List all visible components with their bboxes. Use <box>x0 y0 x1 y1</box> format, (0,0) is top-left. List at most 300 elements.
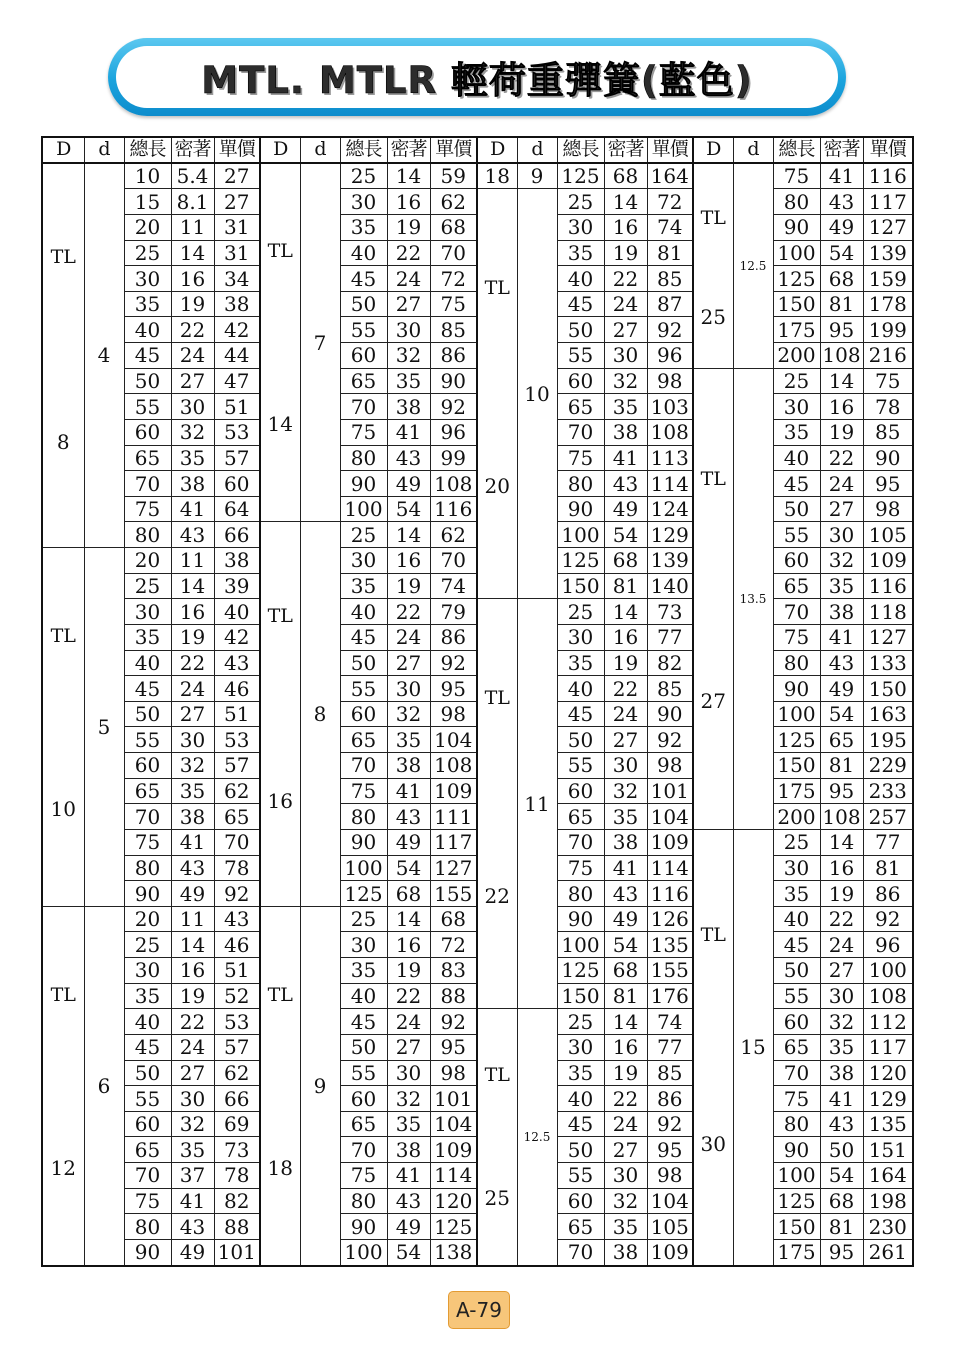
value-cell: 151 <box>863 1137 913 1163</box>
value-cell: 100 <box>340 855 387 881</box>
value-cell: 111 <box>430 804 477 830</box>
outer-diameter-cell <box>42 163 84 548</box>
value-cell: 32 <box>604 368 647 394</box>
value-cell: 80 <box>124 855 171 881</box>
value-cell: 68 <box>604 958 647 984</box>
value-cell: 27 <box>387 291 430 317</box>
value-cell: 80 <box>557 471 604 497</box>
value-cell: 50 <box>557 1137 604 1163</box>
value-cell: 40 <box>557 1086 604 1112</box>
value-cell: 66 <box>214 522 260 548</box>
value-cell: 30 <box>604 753 647 779</box>
value-cell: 90 <box>340 1214 387 1240</box>
value-cell: 117 <box>863 189 913 215</box>
value-cell: 49 <box>387 1214 430 1240</box>
value-cell: 54 <box>387 855 430 881</box>
value-cell: 81 <box>820 291 863 317</box>
value-cell: 45 <box>340 624 387 650</box>
value-cell: 109 <box>430 778 477 804</box>
value-cell: 90 <box>430 368 477 394</box>
value-cell: 14 <box>604 189 647 215</box>
value-cell: 70 <box>773 599 820 625</box>
value-cell: 59 <box>430 163 477 189</box>
outer-diameter-cell <box>477 189 517 599</box>
value-cell: 16 <box>387 548 430 574</box>
outer-diameter-cell <box>693 163 733 369</box>
wire-diameter-cell: 15 <box>733 829 773 1266</box>
value-cell: 53 <box>214 419 260 445</box>
value-cell: 99 <box>430 445 477 471</box>
column-header: 總長 <box>773 137 820 163</box>
outer-diameter-value: 22 <box>484 883 510 908</box>
value-cell: 43 <box>171 1214 214 1240</box>
value-cell: 70 <box>430 548 477 574</box>
value-cell: 16 <box>604 624 647 650</box>
value-cell: 125 <box>773 727 820 753</box>
value-cell: 30 <box>820 983 863 1009</box>
value-cell: 92 <box>647 727 693 753</box>
value-cell: 150 <box>863 676 913 702</box>
value-cell: 25 <box>340 522 387 548</box>
value-cell: 25 <box>773 829 820 855</box>
value-cell: 85 <box>647 676 693 702</box>
value-cell: 19 <box>171 291 214 317</box>
value-cell: 35 <box>604 394 647 420</box>
value-cell: 60 <box>340 1086 387 1112</box>
wire-diameter-cell: 9 <box>300 906 340 1266</box>
value-cell: 37 <box>171 1163 214 1189</box>
value-cell: 120 <box>430 1188 477 1214</box>
value-cell: 22 <box>387 599 430 625</box>
column-header: D <box>477 137 517 163</box>
value-cell: 72 <box>430 932 477 958</box>
tl-label: TL <box>50 624 76 647</box>
value-cell: 24 <box>604 701 647 727</box>
value-cell: 27 <box>171 1060 214 1086</box>
value-cell: 163 <box>863 701 913 727</box>
page-number-badge: A-79 <box>448 1291 510 1329</box>
value-cell: 30 <box>340 932 387 958</box>
value-cell: 40 <box>773 445 820 471</box>
value-cell: 92 <box>214 881 260 907</box>
value-cell: 55 <box>124 1086 171 1112</box>
value-cell: 60 <box>557 778 604 804</box>
value-cell: 65 <box>773 573 820 599</box>
column-header: d <box>733 137 773 163</box>
value-cell: 30 <box>387 1060 430 1086</box>
value-cell: 55 <box>557 1163 604 1189</box>
tl-label: TL <box>267 604 293 627</box>
page-title: MTL. MTLR 輕荷重彈簧(藍色) <box>201 59 753 102</box>
value-cell: 101 <box>430 1086 477 1112</box>
value-cell: 60 <box>124 1111 171 1137</box>
value-cell: 30 <box>124 266 171 292</box>
value-cell: 38 <box>604 419 647 445</box>
value-cell: 60 <box>340 343 387 369</box>
outer-diameter-value: 25 <box>700 304 726 329</box>
value-cell: 62 <box>430 522 477 548</box>
value-cell: 85 <box>863 419 913 445</box>
value-cell: 175 <box>773 778 820 804</box>
value-cell: 22 <box>604 676 647 702</box>
value-cell: 62 <box>214 1060 260 1086</box>
value-cell: 150 <box>557 983 604 1009</box>
value-cell: 261 <box>863 1239 913 1266</box>
value-cell: 30 <box>604 1163 647 1189</box>
value-cell: 70 <box>773 1060 820 1086</box>
column-header: D <box>260 137 300 163</box>
value-cell: 55 <box>124 394 171 420</box>
value-cell: 75 <box>773 163 820 189</box>
value-cell: 40 <box>124 1009 171 1035</box>
value-cell: 30 <box>124 958 171 984</box>
value-cell: 16 <box>171 599 214 625</box>
value-cell: 49 <box>604 906 647 932</box>
value-cell: 46 <box>214 676 260 702</box>
value-cell: 38 <box>171 471 214 497</box>
value-cell: 55 <box>557 343 604 369</box>
value-cell: 45 <box>557 701 604 727</box>
outer-diameter-value: 18 <box>267 1155 293 1180</box>
value-cell: 35 <box>820 573 863 599</box>
value-cell: 127 <box>863 214 913 240</box>
value-cell: 80 <box>340 445 387 471</box>
value-cell: 24 <box>171 676 214 702</box>
value-cell: 125 <box>557 958 604 984</box>
value-cell: 24 <box>171 1034 214 1060</box>
value-cell: 35 <box>557 240 604 266</box>
value-cell: 100 <box>773 240 820 266</box>
outer-diameter-value: 14 <box>267 412 293 437</box>
value-cell: 35 <box>171 1137 214 1163</box>
wire-diameter-cell: 12.5 <box>517 1009 557 1266</box>
value-cell: 40 <box>340 240 387 266</box>
value-cell: 24 <box>604 291 647 317</box>
value-cell: 86 <box>863 881 913 907</box>
value-cell: 95 <box>820 317 863 343</box>
column-header: 單價 <box>863 137 913 163</box>
value-cell: 19 <box>171 983 214 1009</box>
wire-diameter-cell: 6 <box>84 906 124 1266</box>
value-cell: 90 <box>340 471 387 497</box>
value-cell: 45 <box>124 343 171 369</box>
value-cell: 27 <box>214 189 260 215</box>
value-cell: 60 <box>557 368 604 394</box>
value-cell: 81 <box>604 573 647 599</box>
value-cell: 68 <box>430 214 477 240</box>
value-cell: 80 <box>773 189 820 215</box>
value-cell: 100 <box>557 522 604 548</box>
value-cell: 150 <box>557 573 604 599</box>
value-cell: 35 <box>124 624 171 650</box>
value-cell: 98 <box>430 1060 477 1086</box>
value-cell: 35 <box>557 1060 604 1086</box>
value-cell: 65 <box>124 778 171 804</box>
value-cell: 113 <box>647 445 693 471</box>
value-cell: 32 <box>387 343 430 369</box>
value-cell: 90 <box>773 676 820 702</box>
value-cell: 38 <box>387 753 430 779</box>
value-cell: 22 <box>820 906 863 932</box>
outer-diameter-cell <box>260 522 300 906</box>
value-cell: 19 <box>820 419 863 445</box>
value-cell: 38 <box>820 599 863 625</box>
value-cell: 200 <box>773 804 820 830</box>
value-cell: 32 <box>171 419 214 445</box>
column-header: 密著 <box>820 137 863 163</box>
value-cell: 45 <box>124 1034 171 1060</box>
value-cell: 24 <box>820 932 863 958</box>
wire-diameter-cell: 9 <box>517 163 557 189</box>
value-cell: 43 <box>214 906 260 932</box>
value-cell: 70 <box>340 1137 387 1163</box>
value-cell: 35 <box>340 573 387 599</box>
value-cell: 32 <box>387 1086 430 1112</box>
value-cell: 216 <box>863 343 913 369</box>
value-cell: 25 <box>124 932 171 958</box>
value-cell: 105 <box>863 522 913 548</box>
value-cell: 60 <box>124 753 171 779</box>
value-cell: 51 <box>214 701 260 727</box>
value-cell: 25 <box>124 240 171 266</box>
value-cell: 27 <box>387 1034 430 1060</box>
value-cell: 41 <box>604 855 647 881</box>
value-cell: 117 <box>863 1034 913 1060</box>
value-cell: 60 <box>773 548 820 574</box>
value-cell: 70 <box>124 1163 171 1189</box>
table-row <box>42 163 913 189</box>
value-cell: 90 <box>863 445 913 471</box>
value-cell: 53 <box>214 727 260 753</box>
value-cell: 164 <box>647 163 693 189</box>
value-cell: 78 <box>214 855 260 881</box>
value-cell: 92 <box>430 1009 477 1035</box>
value-cell: 125 <box>557 163 604 189</box>
value-cell: 24 <box>387 1009 430 1035</box>
value-cell: 87 <box>647 291 693 317</box>
value-cell: 135 <box>863 1111 913 1137</box>
value-cell: 60 <box>340 701 387 727</box>
value-cell: 54 <box>820 701 863 727</box>
value-cell: 27 <box>387 650 430 676</box>
value-cell: 104 <box>647 1188 693 1214</box>
value-cell: 164 <box>863 1163 913 1189</box>
value-cell: 35 <box>171 445 214 471</box>
value-cell: 19 <box>387 958 430 984</box>
value-cell: 24 <box>171 343 214 369</box>
value-cell: 233 <box>863 778 913 804</box>
value-cell: 25 <box>340 163 387 189</box>
value-cell: 32 <box>820 1009 863 1035</box>
value-cell: 82 <box>214 1188 260 1214</box>
value-cell: 42 <box>214 317 260 343</box>
value-cell: 45 <box>340 1009 387 1035</box>
value-cell: 43 <box>171 855 214 881</box>
value-cell: 30 <box>340 548 387 574</box>
value-cell: 40 <box>340 983 387 1009</box>
value-cell: 80 <box>773 1111 820 1137</box>
value-cell: 41 <box>387 419 430 445</box>
outer-diameter-value: 30 <box>700 1132 726 1157</box>
value-cell: 80 <box>124 1214 171 1240</box>
d-diameter-cell: 18 <box>477 163 517 189</box>
value-cell: 50 <box>124 1060 171 1086</box>
value-cell: 43 <box>171 522 214 548</box>
value-cell: 101 <box>214 1239 260 1266</box>
value-cell: 108 <box>430 471 477 497</box>
tl-label: TL <box>700 923 726 946</box>
table-row <box>42 189 913 215</box>
value-cell: 109 <box>647 1239 693 1266</box>
value-cell: 39 <box>214 573 260 599</box>
value-cell: 109 <box>430 1137 477 1163</box>
value-cell: 27 <box>820 496 863 522</box>
value-cell: 116 <box>863 163 913 189</box>
value-cell: 25 <box>557 1009 604 1035</box>
value-cell: 11 <box>171 906 214 932</box>
value-cell: 80 <box>124 522 171 548</box>
value-cell: 96 <box>430 419 477 445</box>
value-cell: 68 <box>604 548 647 574</box>
value-cell: 100 <box>863 958 913 984</box>
value-cell: 35 <box>340 958 387 984</box>
value-cell: 15 <box>124 189 171 215</box>
value-cell: 41 <box>171 1188 214 1214</box>
value-cell: 98 <box>863 496 913 522</box>
value-cell: 75 <box>557 855 604 881</box>
value-cell: 135 <box>647 932 693 958</box>
value-cell: 90 <box>557 496 604 522</box>
value-cell: 68 <box>820 266 863 292</box>
value-cell: 80 <box>340 804 387 830</box>
wire-diameter-cell: 11 <box>517 599 557 1009</box>
value-cell: 34 <box>214 266 260 292</box>
value-cell: 98 <box>647 753 693 779</box>
value-cell: 49 <box>820 676 863 702</box>
value-cell: 11 <box>171 548 214 574</box>
value-cell: 85 <box>647 266 693 292</box>
value-cell: 19 <box>604 650 647 676</box>
outer-diameter-cell <box>477 599 517 1009</box>
outer-diameter-cell <box>42 906 84 1266</box>
value-cell: 16 <box>604 214 647 240</box>
tl-label: TL <box>50 983 76 1006</box>
value-cell: 60 <box>124 419 171 445</box>
wire-diameter-cell: 8 <box>300 522 340 906</box>
title-banner <box>108 38 846 116</box>
wire-diameter-cell: 4 <box>84 163 124 548</box>
tl-label: TL <box>267 983 293 1006</box>
value-cell: 22 <box>171 650 214 676</box>
value-cell: 92 <box>430 650 477 676</box>
value-cell: 30 <box>557 624 604 650</box>
value-cell: 75 <box>340 419 387 445</box>
value-cell: 25 <box>773 368 820 394</box>
tl-label: TL <box>484 277 510 300</box>
value-cell: 38 <box>387 1137 430 1163</box>
value-cell: 75 <box>863 368 913 394</box>
value-cell: 54 <box>387 1239 430 1266</box>
value-cell: 155 <box>430 881 477 907</box>
tl-label: TL <box>700 206 726 229</box>
value-cell: 100 <box>773 701 820 727</box>
value-cell: 96 <box>863 932 913 958</box>
value-cell: 35 <box>773 419 820 445</box>
value-cell: 35 <box>340 214 387 240</box>
value-cell: 30 <box>124 599 171 625</box>
value-cell: 75 <box>124 829 171 855</box>
value-cell: 45 <box>773 471 820 497</box>
title-banner-inner <box>116 46 838 108</box>
value-cell: 68 <box>430 906 477 932</box>
value-cell: 90 <box>773 214 820 240</box>
value-cell: 108 <box>820 804 863 830</box>
value-cell: 77 <box>647 624 693 650</box>
value-cell: 27 <box>604 1137 647 1163</box>
value-cell: 229 <box>863 753 913 779</box>
tl-label: TL <box>700 467 726 490</box>
value-cell: 104 <box>647 804 693 830</box>
value-cell: 49 <box>171 1239 214 1266</box>
value-cell: 22 <box>387 240 430 266</box>
value-cell: 30 <box>171 394 214 420</box>
value-cell: 14 <box>604 1009 647 1035</box>
value-cell: 90 <box>124 881 171 907</box>
value-cell: 30 <box>171 727 214 753</box>
value-cell: 92 <box>647 1111 693 1137</box>
value-cell: 55 <box>124 727 171 753</box>
value-cell: 95 <box>430 676 477 702</box>
value-cell: 53 <box>214 1009 260 1035</box>
value-cell: 86 <box>430 624 477 650</box>
value-cell: 32 <box>171 1111 214 1137</box>
column-header: 單價 <box>430 137 477 163</box>
value-cell: 11 <box>171 214 214 240</box>
value-cell: 35 <box>124 983 171 1009</box>
value-cell: 85 <box>430 317 477 343</box>
spring-spec-table-wrapper <box>41 136 912 1267</box>
value-cell: 129 <box>647 522 693 548</box>
value-cell: 43 <box>387 1188 430 1214</box>
value-cell: 77 <box>647 1034 693 1060</box>
value-cell: 90 <box>647 701 693 727</box>
value-cell: 79 <box>430 599 477 625</box>
value-cell: 109 <box>863 548 913 574</box>
value-cell: 22 <box>171 317 214 343</box>
value-cell: 40 <box>124 317 171 343</box>
value-cell: 38 <box>387 394 430 420</box>
value-cell: 70 <box>430 240 477 266</box>
value-cell: 195 <box>863 727 913 753</box>
value-cell: 40 <box>340 599 387 625</box>
value-cell: 30 <box>557 214 604 240</box>
value-cell: 138 <box>430 1239 477 1266</box>
value-cell: 16 <box>820 855 863 881</box>
value-cell: 50 <box>340 650 387 676</box>
value-cell: 68 <box>387 881 430 907</box>
value-cell: 74 <box>647 1009 693 1035</box>
value-cell: 25 <box>340 906 387 932</box>
value-cell: 60 <box>557 1188 604 1214</box>
value-cell: 62 <box>214 778 260 804</box>
value-cell: 35 <box>171 778 214 804</box>
value-cell: 101 <box>647 778 693 804</box>
value-cell: 54 <box>820 1163 863 1189</box>
wire-diameter-cell: 12.5 <box>733 163 773 369</box>
value-cell: 126 <box>647 906 693 932</box>
value-cell: 114 <box>647 471 693 497</box>
value-cell: 41 <box>171 496 214 522</box>
